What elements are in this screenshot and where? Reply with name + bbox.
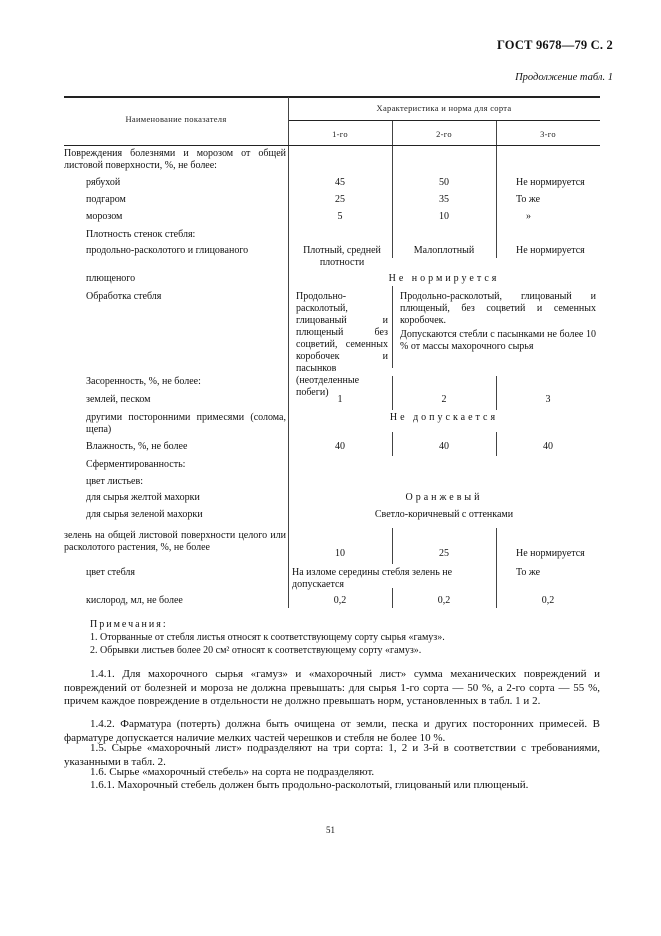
cell-zelen-2: 25	[439, 548, 449, 559]
cell-podgar-3: То же	[516, 194, 541, 205]
cell-moroz-2: 10	[439, 211, 449, 222]
row-label-obrabotka: Обработка стебля	[86, 291, 162, 302]
cell-prod-rask-3: Не нормируется	[516, 245, 585, 256]
note-2: 2. Обрывки листьев более 20 см² относят к соответствующему сорту «гамуз».	[90, 645, 422, 656]
table-top-rule	[64, 96, 600, 98]
cell-moroz-3: »	[526, 211, 531, 222]
row-label-zemley: землей, песком	[86, 394, 151, 405]
paragraph-1-6: 1.6. Сырье «махорочный стебель» на сорта не подразделяют.	[90, 766, 375, 778]
cell-obrabotka-1: Продольно-расколотый, глицованый и плющеный без соцветий, семенных коробочек и пасынков (неотделенные побеги)	[296, 291, 388, 398]
cell-ryabukha-1: 45	[335, 177, 345, 188]
cell-tsvet-steblya-3: То же	[516, 567, 541, 578]
row-label-density: Плотность стенок стебля:	[86, 229, 196, 240]
notes-title: Примечания:	[90, 619, 168, 630]
cell-ryabukha-3: Не нормируется	[516, 177, 585, 188]
cell-moroz-1: 5	[337, 211, 343, 222]
row-label-ferment: Сферментированность:	[86, 459, 186, 470]
paragraph-1-4-1: 1.4.1. Для махорочного сырья «гамуз» и «махорочный лист» сумма механических повреждений и повреждений от болезней и мороза не должна превышать: для сырья 1-го сорта — 50 %, а 2-го сорта — 55 %, причем каждое повреждение в отдельности не должно превышать норм, установленных в табл. 1 и 2.	[64, 668, 600, 707]
table-header-bottom-rule	[64, 145, 600, 146]
table-subheader-rule	[288, 120, 600, 121]
row-label-zheltoy: для сырья желтой махорки	[86, 492, 200, 503]
cell-zelen-1: 10	[335, 548, 345, 559]
cell-obrabotka-23a: Продольно-расколотый, глицованый и плющеный, без соцветий и семенных коробочек.	[400, 291, 596, 326]
row-label-podgar: подгаром	[86, 194, 126, 205]
cell-zelen-3: Не нормируется	[516, 548, 585, 559]
row-label-zelenoy: для сырья зеленой махорки	[86, 509, 203, 520]
row-label-zasor: Засоренность, %, не более:	[86, 376, 201, 387]
column-header-group: Характеристика и норма для сорта	[376, 103, 512, 113]
row-label-tsvet-steblya: цвет стебля	[86, 567, 135, 578]
cell-zemley-3: 3	[545, 394, 551, 405]
row-label-tsvet-list: цвет листьев:	[86, 476, 143, 487]
paragraph-1-4-2: 1.4.2. Фарматура (потерть) должна быть очищена от земли, песка и других посторонних примесей. В фарматуре допускается наличие мелких частей черешков и стебля не более 10 %.	[64, 718, 600, 744]
paragraph-1-5: 1.5. Сырье «махорочный лист» подразделяют на три сорта: 1, 2 и 3-й в соответствии с требованиями, указанными в табл. 2.	[64, 742, 600, 768]
row-label-ryabukha: рябухой	[86, 177, 121, 188]
cell-zemley-1: 1	[337, 394, 343, 405]
row-label-drugimi: другими посторонними примесями (солома, щепа)	[86, 412, 286, 435]
row-label-damage: Повреждения болезнями и морозом от общей листовой поверхности, %, не более:	[64, 148, 286, 171]
cell-vlazhnost-2: 40	[439, 441, 449, 452]
cell-obrabotka-23b: Допускаются стебли с пасынками не более 10 % от массы махорочного сырья	[400, 329, 596, 352]
page-number: 51	[326, 825, 335, 835]
row-label-vlazhnost: Влажность, %, не более	[86, 441, 188, 452]
body-divider-sort-1b	[392, 286, 393, 368]
cell-zemley-2: 2	[441, 394, 447, 405]
cell-drugimi-span: Не допускается	[389, 412, 499, 423]
cell-vlazhnost-3: 40	[543, 441, 553, 452]
cell-podgar-2: 35	[439, 194, 449, 205]
row-label-kislorod: кислород, мл, не более	[86, 595, 183, 606]
cell-kislorod-3: 0,2	[541, 595, 555, 606]
cell-plyush-span: Не нормируется	[388, 273, 500, 284]
cell-kislorod-2: 0,2	[437, 595, 451, 606]
row-label-prod-rask: продольно-расколотого и глицованого	[86, 245, 249, 256]
cell-prod-rask-2: Малоплотный	[413, 245, 475, 256]
cell-vlazhnost-1: 40	[335, 441, 345, 452]
cell-zheltoy-span: Оранжевый	[405, 492, 483, 503]
row-label-plyush: плющеного	[86, 273, 136, 284]
cell-kislorod-1: 0,2	[333, 595, 347, 606]
cell-podgar-1: 25	[335, 194, 345, 205]
cell-zelenoy-span: Светло-коричневый с оттенками	[374, 509, 514, 520]
row-label-zelen: зелень на общей листовой поверхности целого или расколотого растения, %, не более	[64, 530, 286, 553]
cell-ryabukha-2: 50	[439, 177, 449, 188]
note-1: 1. Оторванные от стебля листья относят к соответствующему сорту сырья «гамуз».	[90, 632, 445, 643]
column-header-sort-1: 1-го	[332, 129, 348, 139]
column-header-sort-2: 2-го	[436, 129, 452, 139]
row-label-moroz: морозом	[86, 211, 123, 222]
paragraph-1-6-1: 1.6.1. Махорочный стебель должен быть продольно-расколотый, глицованый или плющеный.	[90, 779, 529, 791]
document-code: ГОСТ 9678—79 С. 2	[496, 38, 613, 52]
body-divider-sort-2a	[496, 146, 497, 258]
table-continuation-label: Продолжение табл. 1	[515, 72, 613, 83]
cell-prod-rask-1: Плотный, средней плотности	[303, 245, 381, 268]
column-header-name: Наименование показателя	[125, 114, 227, 124]
cell-tsvet-steblya-12: На изломе середины стебля зелень не допускается	[292, 567, 453, 590]
column-header-sort-3: 3-го	[540, 129, 556, 139]
